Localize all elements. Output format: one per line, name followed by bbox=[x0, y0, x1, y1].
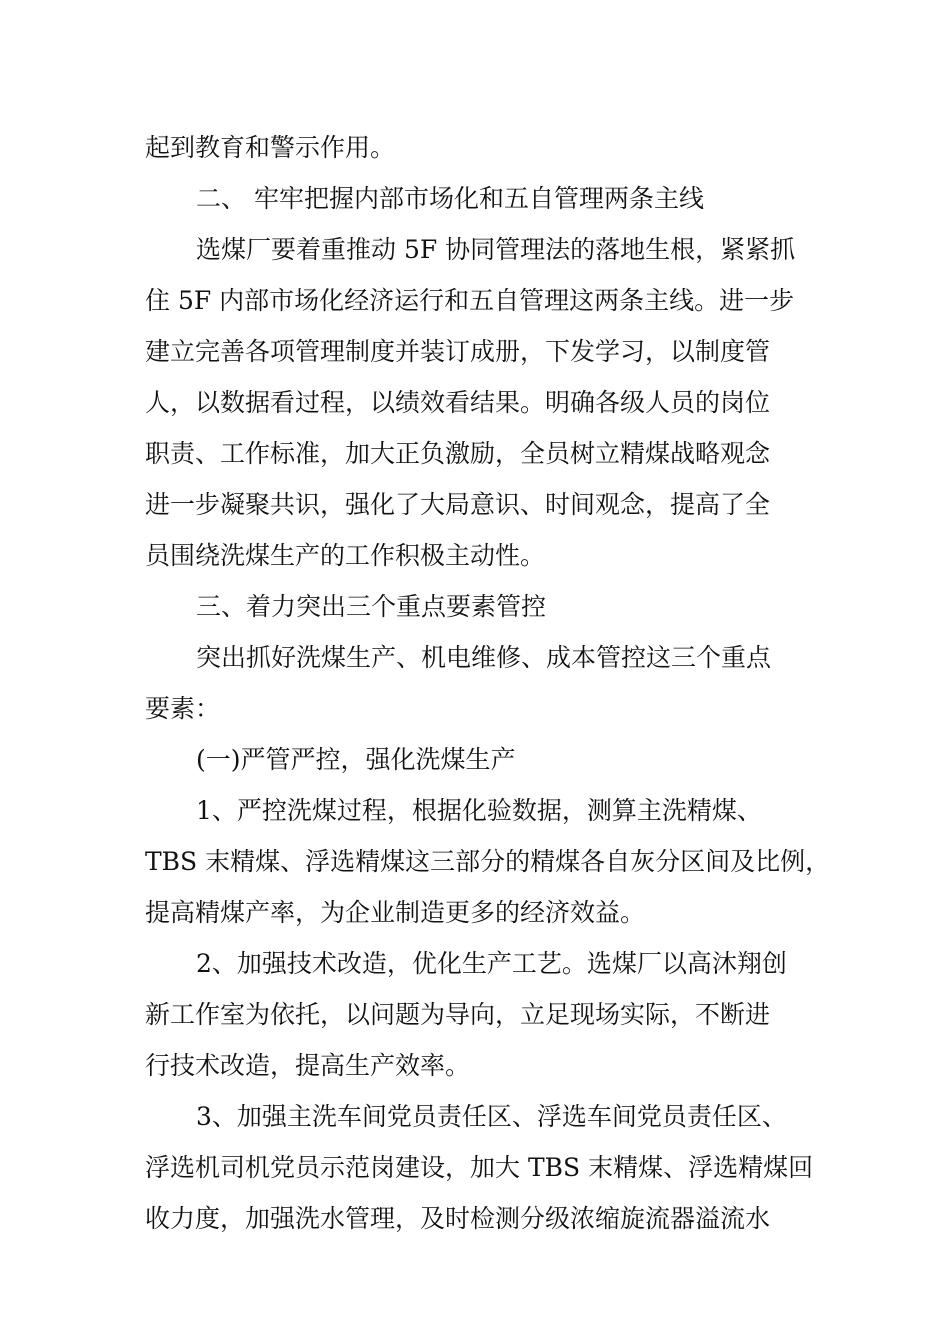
text-line: 3、加强主洗车间党员责任区、浮选车间党员责任区、 bbox=[196, 1102, 787, 1131]
text-line: 突出抓好洗煤生产、机电维修、成本管控这三个重点 bbox=[196, 643, 772, 672]
text-line: 住 5F 内部市场化经济运行和五自管理这两条主线。进一步 bbox=[145, 286, 795, 315]
text-line: 起到教育和警示作用。 bbox=[145, 133, 396, 162]
text-line: 1、严控洗煤过程，根据化验数据，测算主洗精煤、 bbox=[196, 796, 762, 825]
text-line: TBS 末精煤、浮选精煤这三部分的精煤各自灰分区间及比例， bbox=[145, 847, 831, 876]
section-heading: 二、 牢牢把握内部市场化和五自管理两条主线 bbox=[196, 184, 704, 213]
text-line: 要素： bbox=[145, 694, 221, 723]
text-line: 浮选机司机党员示范岗建设，加大 TBS 末精煤、浮选精煤回 bbox=[145, 1153, 814, 1182]
text-line: 行技术改造，提高生产效率。 bbox=[145, 1051, 471, 1080]
text-line: 职责、工作标准，加大正负激励，全员树立精煤战略观念 bbox=[145, 439, 771, 468]
section-heading: 三、着力突出三个重点要素管控 bbox=[196, 592, 547, 621]
text-line: 新工作室为依托，以问题为导向，立足现场实际，不断进 bbox=[145, 1000, 771, 1029]
text-line: 员围绕洗煤生产的工作积极主动性。 bbox=[145, 541, 546, 570]
text-line: 选煤厂要着重推动 5F 协同管理法的落地生根，紧紧抓 bbox=[196, 235, 796, 264]
text-line: 2、加强技术改造，优化生产工艺。选煤厂以高沐翔创 bbox=[196, 949, 787, 978]
text-line: 人，以数据看过程，以绩效看结果。明确各级人员的岗位 bbox=[145, 388, 771, 417]
subsection-heading: (一)严管严控，强化洗煤生产 bbox=[196, 745, 516, 774]
text-line: 建立完善各项管理制度并装订成册，下发学习，以制度管 bbox=[145, 337, 771, 366]
text-line: 进一步凝聚共识，强化了大局意识、时间观念，提高了全 bbox=[145, 490, 771, 519]
text-line: 收力度，加强洗水管理，及时检测分级浓缩旋流器溢流水 bbox=[145, 1204, 771, 1233]
text-line: 提高精煤产率，为企业制造更多的经济效益。 bbox=[145, 898, 646, 927]
